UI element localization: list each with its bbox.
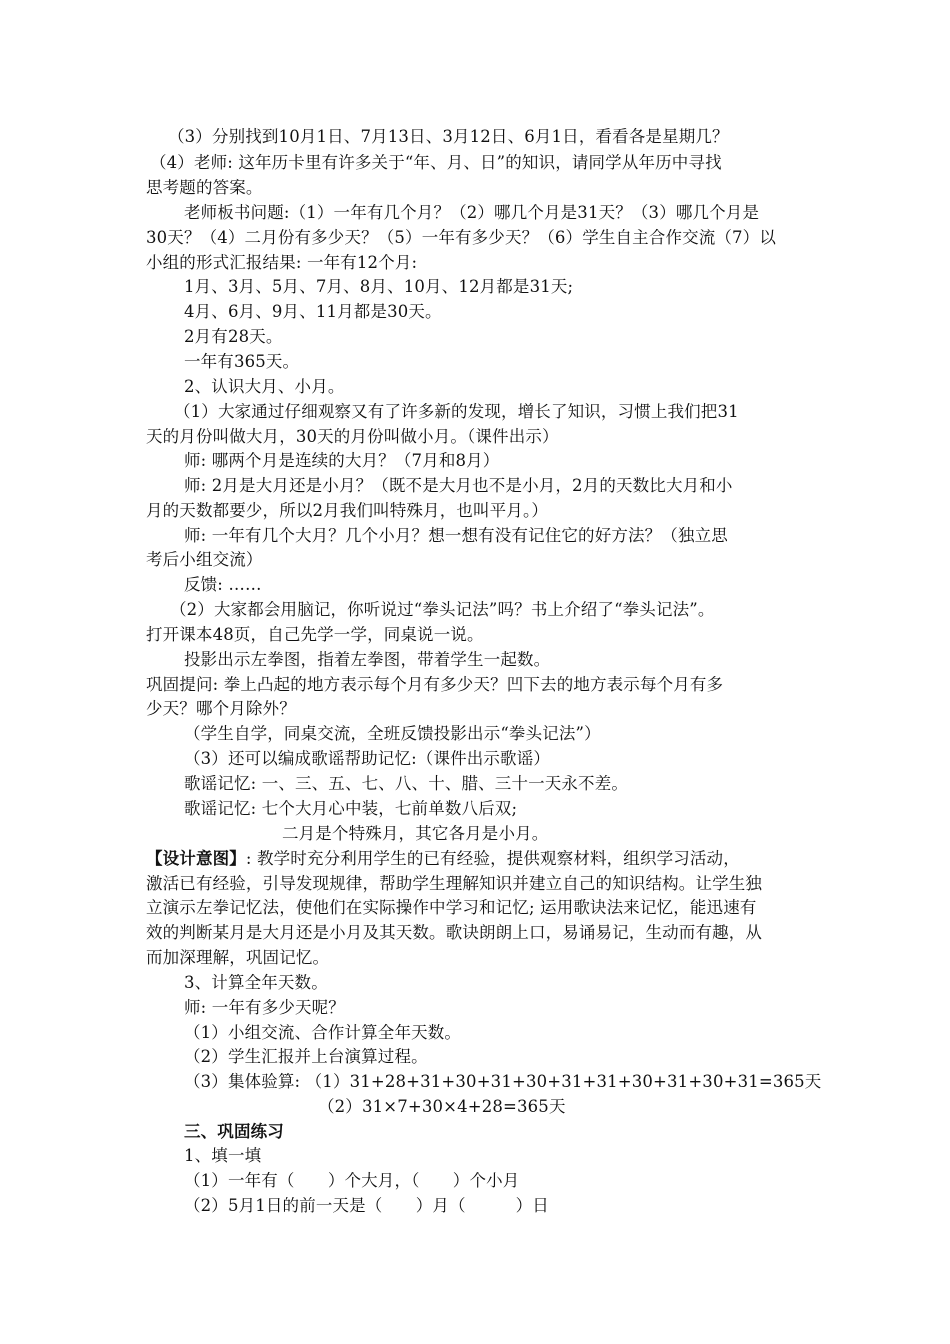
text-line: （2）学生汇报并上台演算过程。 <box>184 1047 428 1066</box>
text-line: 小组的形式汇报结果: 一年有12个月: <box>146 253 418 272</box>
text-line: 天的月份叫做大月，30天的月份叫做小月。（课件出示） <box>146 427 559 446</box>
text-line: 师: 一年有多少天呢？ <box>184 998 345 1017</box>
text-line: （1）小组交流、合作计算全年天数。 <box>184 1023 462 1042</box>
exercise-line: （1）一年有（ ）个大月，（ ）个小月 <box>184 1171 520 1190</box>
text-line: 4月、6月、9月、11月都是30天。 <box>184 302 442 321</box>
text-line: （学生自学，同桌交流，全班反馈投影出示“拳头记法”） <box>184 724 601 743</box>
text-line: （3）还可以编成歌谣帮助记忆:（课件出示歌谣） <box>184 749 551 768</box>
text-line: 一年有365天。 <box>184 352 300 371</box>
text-line: 歌谣记忆: 一、三、五、七、八、十、腊、三十一天永不差。 <box>184 774 629 793</box>
text-line: 激活已有经验，引导发现规律，帮助学生理解知识并建立自己的知识结构。让学生独 <box>146 874 763 893</box>
text-line: （3）集体验算: （1）31+28+31+30+31+30+31+31+30+31+30+31=365天 <box>184 1072 822 1091</box>
text-line: （2）31×7+30×4+28=365天 <box>318 1097 566 1116</box>
text-line: 立演示左拳记忆法，使他们在实际操作中学习和记忆; 运用歌诀法来记忆，能迅速有 <box>146 898 757 917</box>
text-line: 思考题的答案。 <box>146 178 263 197</box>
exercise-line: （2）5月1日的前一天是（ ）月（ ）日 <box>184 1196 549 1215</box>
text-line: 师: 2月是大月还是小月？（既不是大月也不是小月，2月的天数比大月和小 <box>184 476 733 495</box>
text-line: 歌谣记忆: 七个大月心中装，七前单数八后双; <box>184 799 518 818</box>
text-line: 反馈: …… <box>184 575 262 594</box>
text-line: 1月、3月、5月、7月、8月、10月、12月都是31天; <box>184 277 574 296</box>
text-line: 效的判断某月是大月还是小月及其天数。歌诀朗朗上口，易诵易记，生动而有趣，从 <box>146 923 763 942</box>
text-line: 而加深理解，巩固记忆。 <box>146 948 330 967</box>
text-line: （2）大家都会用脑记，你听说过“拳头记法”吗？书上介绍了“拳头记法”。 <box>170 600 715 619</box>
section-heading: 2、认识大月、小月。 <box>184 377 345 396</box>
text-line: 月的天数都要少，所以2月我们叫特殊月，也叫平月。） <box>146 501 548 520</box>
text-line: （4）老师: 这年历卡里有许多关于“年、月、日”的知识，请同学从年历中寻找 <box>150 153 722 172</box>
text-line: （3）分别找到10月1日、7月13日、3月12日、6月1日，看看各是星期几？ <box>168 127 729 146</box>
text-line: 投影出示左拳图，指着左拳图，带着学生一起数。 <box>184 650 551 669</box>
text-line: 师: 一年有几个大月？几个小月？想一想有没有记住它的好方法？（独立思 <box>184 526 728 545</box>
section-heading: 3、计算全年天数。 <box>184 973 328 992</box>
design-intent-text: : 教学时充分利用学生的已有经验，提供观察材料，组织学习活动， <box>245 849 740 868</box>
text-line: 少天？哪个月除外？ <box>146 699 296 718</box>
text-line: 1、填一填 <box>184 1146 262 1165</box>
text-line: 师: 哪两个月是连续的大月？（7月和8月） <box>184 451 500 470</box>
text-line: 30天？（4）二月份有多少天？（5）一年有多少天？（6）学生自主合作交流（7）以 <box>146 228 776 247</box>
text-line: 二月是个特殊月，其它各月是小月。 <box>282 824 549 843</box>
text-line: 考后小组交流） <box>146 550 263 569</box>
text-line: （1）大家通过仔细观察又有了许多新的发现，增长了知识，习惯上我们把31 <box>174 402 739 421</box>
text-line: 2月有28天。 <box>184 327 283 346</box>
design-intent-label: 【设计意图】 <box>146 849 246 868</box>
section-heading: 三、巩固练习 <box>184 1122 284 1141</box>
text-line: 打开课本48页，自己先学一学，同桌说一说。 <box>146 625 484 644</box>
design-intent-paragraph <box>146 851 740 868</box>
text-line: 老师板书问题:（1）一年有几个月？（2）哪几个月是31天？（3）哪几个月是 <box>184 203 760 222</box>
text-line: 巩固提问: 拳上凸起的地方表示每个月有多少天？凹下去的地方表示每个月有多 <box>146 675 724 694</box>
